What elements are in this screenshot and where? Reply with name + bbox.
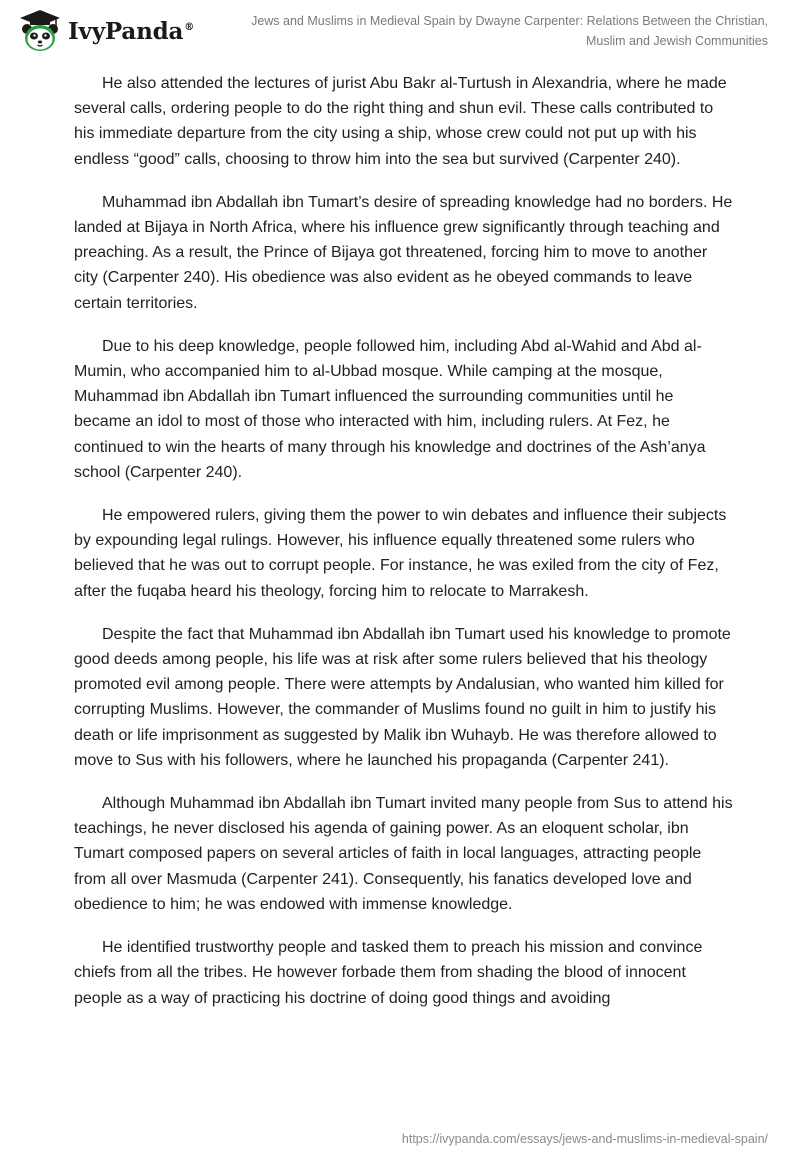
registered-mark: ®	[184, 21, 194, 33]
page-header	[0, 0, 800, 60]
document-title: Jews and Muslims in Medieval Spain by Dwayne Carpenter: Relations Between the Christian, Muslim and Jewish Communities	[251, 14, 768, 48]
brand-name: IvyPanda®	[68, 17, 194, 45]
brand-logo[interactable]	[16, 6, 194, 56]
paragraph: He also attended the lectures of jurist Abu Bakr al-Turtush in Alexandria, where he made several calls, ordering people to do the right thing and shun evil. These calls contributed to his immediate departure from the city using a ship, whose crew could not put up with his endless “good” calls, choosing to throw him into the sea but survived (Carpenter 240).	[74, 75, 727, 168]
paragraph: Muhammad ibn Abdallah ibn Tumart’s desire of spreading knowledge had no borders. He landed at Bijaya in North Africa, where his influence grew significantly through teaching and preaching. As a result, the Prince of Bijaya got threatened, forcing him to move to another city (Carpenter 240). His obedience was also evident as he obeyed commands to leave certain territories.	[74, 193, 733, 312]
paragraph: Despite the fact that Muhammad ibn Abdallah ibn Tumart used his knowledge to promote good deeds among people, his life was at risk after some rulers believed that his theology promoted evil among people. There were attempts by Andalusian, who wanted him killed for corrupting Muslims. However, the commander of Muslims found no guilt in him to justify his death or life imprisonment as suggested by Malik ibn Wuhayb. He was therefore allowed to move to Sus with his followers, where he launched his propaganda (Carpenter 241).	[74, 625, 731, 769]
paragraph: Due to his deep knowledge, people followed him, including Abd al-Wahid and Abd al-Mumin, who accompanied him to al-Ubbad mosque. While camping at the mosque, Muhammad ibn Abdallah ibn Tumart influenced the surrounding communities until he became an idol to most of those who interacted with him, including rulers. At Fez, he continued to win the hearts of many through his knowledge and doctrines of the Ash’anya school (Carpenter 240).	[74, 337, 706, 481]
source-url[interactable]: https://ivypanda.com/essays/jews-and-muslims-in-medieval-spain/	[401, 1132, 768, 1146]
paragraph: Although Muhammad ibn Abdallah ibn Tumart invited many people from Sus to attend his teachings, he never disclosed his agenda of gaining power. As an eloquent scholar, ibn Tumart composed papers on several articles of faith in local languages, attracting people from all over Masmuda (Carpenter 241). Consequently, his fanatics developed love and obedience to him; he was endowed with immense knowledge.	[74, 795, 733, 913]
paragraph: He empowered rulers, giving them the power to win debates and influence their subjects by expounding legal rulings. However, his influence equally threatened some rulers who believed that he was out to corrupt people. For instance, he was exiled from the city of Fez, after the fuqaba heard his theology, forcing him to relocate to Marrakesh.	[74, 507, 727, 600]
essay-body	[74, 71, 734, 1029]
panda-graduate-icon	[16, 7, 64, 55]
paragraph: He identified trustworthy people and tasked them to preach his mission and convince chiefs from all the tribes. He however forbade them from shading the blood of innocent people as a way of practicing his doctrine of doing good things and avoiding	[74, 939, 703, 1007]
